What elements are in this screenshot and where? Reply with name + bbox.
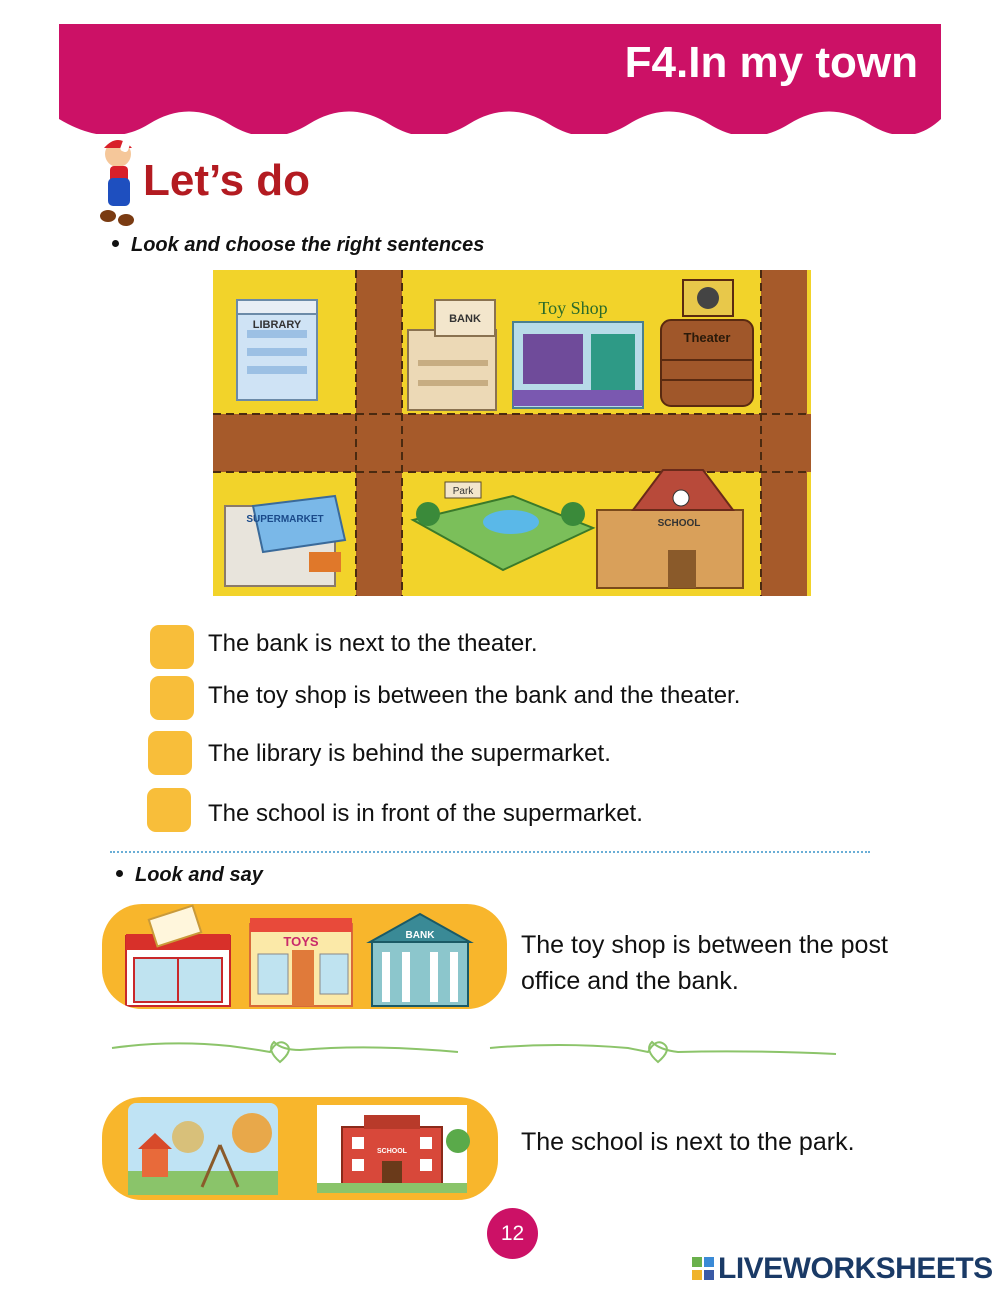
section-divider	[110, 851, 870, 853]
liveworksheets-logo-icon	[692, 1257, 714, 1281]
sentence-3-text: The library is behind the supermarket.	[208, 740, 611, 767]
toy-shop-label: Toy Shop	[538, 298, 608, 318]
park-label: Park	[452, 486, 474, 497]
say-item-1-text	[521, 927, 888, 999]
say-item-1-line1: The toy shop is between the post	[521, 931, 888, 959]
bullet-icon	[116, 870, 123, 877]
instruction-say-text: Look and say	[135, 864, 263, 886]
bank-small-label: BANK	[405, 930, 435, 941]
say-item-1-line2: office and the bank.	[521, 967, 739, 995]
heart-divider-left-icon	[110, 1028, 460, 1068]
supermarket-label: SUPERMARKET	[246, 514, 324, 525]
page-title: F4.In my town	[624, 38, 918, 87]
sentence-1-text: The bank is next to the theater.	[208, 630, 538, 657]
sentence-2-checkbox[interactable]	[150, 676, 194, 720]
sentence-2-text: The toy shop is between the bank and the theater.	[208, 682, 741, 709]
sentence-4-checkbox[interactable]	[147, 788, 191, 832]
heart-divider-right-icon	[488, 1030, 838, 1070]
town-map-image	[213, 270, 811, 596]
say-item-1-image	[102, 904, 507, 1009]
bullet-icon	[112, 240, 119, 247]
section-title: Let’s do	[143, 156, 311, 205]
bank-label: BANK	[449, 313, 481, 325]
page-number: 12	[487, 1208, 538, 1259]
instruction-say	[116, 864, 263, 887]
brand-logo	[692, 1252, 993, 1286]
brand-text: LIVEWORKSHEETS	[718, 1252, 993, 1285]
supermarket-building	[225, 496, 345, 586]
library-building	[237, 300, 317, 400]
post-office-toyshop-bank-icon	[102, 904, 507, 1009]
say-item-2-text: The school is next to the park.	[521, 1128, 855, 1156]
mascot-icon	[92, 132, 144, 232]
school-small-label: SCHOOL	[377, 1148, 407, 1155]
school-label: SCHOOL	[657, 518, 701, 529]
instruction-choose	[112, 234, 484, 257]
sentence-4-text: The school is in front of the supermarket.	[208, 800, 643, 827]
instruction-choose-text: Look and choose the right sentences	[131, 234, 485, 256]
library-label: LIBRARY	[252, 319, 302, 331]
toys-label: TOYS	[283, 934, 319, 949]
sentence-1-checkbox[interactable]	[150, 625, 194, 669]
park-school-icon	[102, 1097, 498, 1200]
say-item-2-image	[102, 1097, 498, 1200]
theater-label: Theater	[683, 330, 731, 345]
sentence-3-checkbox[interactable]	[148, 731, 192, 775]
